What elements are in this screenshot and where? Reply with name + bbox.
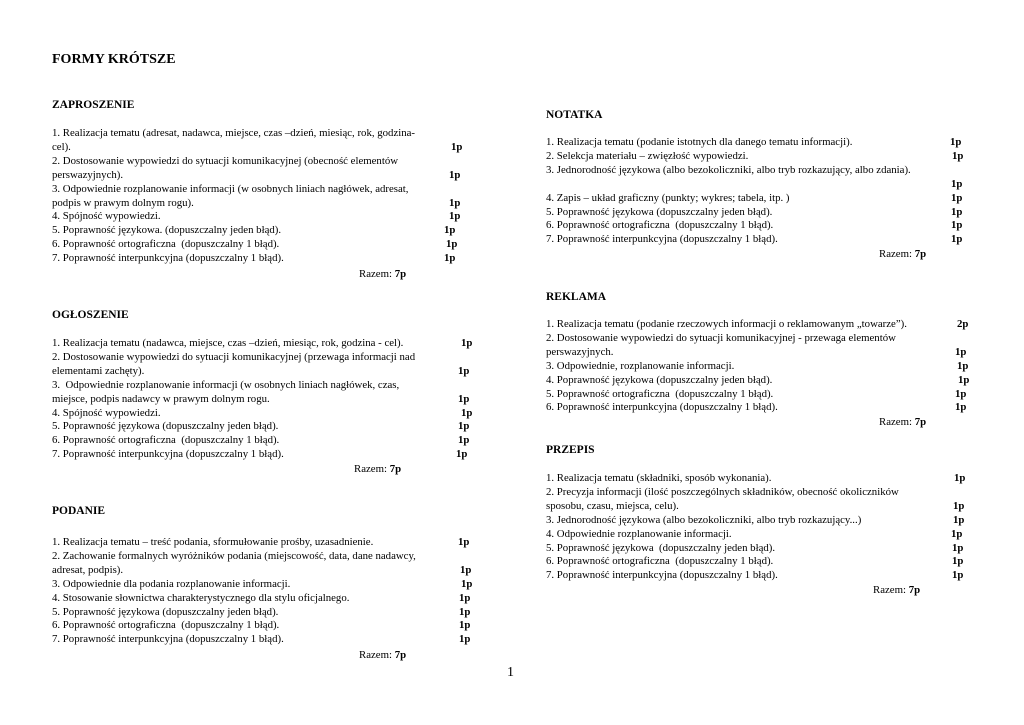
criterion-text: sposobu, czasu, miejsca, celu). (546, 499, 679, 512)
section-title-notatka: NOTATKA (546, 109, 603, 121)
criterion-text: 4. Odpowiednie rozplanowanie informacji. (546, 527, 732, 540)
criterion-points: 1p (446, 238, 458, 251)
criterion-points: 1p (951, 233, 963, 246)
criterion-points: 1p (951, 177, 963, 190)
criterion-text: 6. Poprawność ortograficzna (dopuszczalny 1 błąd). (52, 619, 280, 632)
criterion-points: 1p (951, 219, 963, 232)
criterion-text: 4. Spójność wypowiedzi. (52, 210, 161, 223)
criterion-text: 4. Stosowanie słownictwa charakterystycznego dla stylu oficjalnego. (52, 591, 350, 604)
criterion-text: miejsce, podpis nadawcy w prawym dolnym rogu. (52, 392, 270, 405)
section-title-ogloszenie: OGŁOSZENIE (52, 309, 129, 321)
criterion-points: 1p (458, 364, 470, 377)
criterion-points: 1p (951, 205, 963, 218)
criterion-text: 2. Dostosowanie wypowiedzi do sytuacji komunikacyjnej (przewaga informacji nad (52, 350, 416, 363)
criterion-text: 4. Spójność wypowiedzi. (52, 406, 161, 419)
section-title-przepis: PRZEPIS (546, 444, 595, 456)
criterion-text: 6. Poprawność ortograficzna (dopuszczalny 1 błąd). (546, 219, 774, 232)
criterion-points: 1p (461, 337, 473, 349)
section-title-zaproszenie: ZAPROSZENIE (52, 99, 135, 111)
criterion-points: 1p (461, 577, 473, 590)
criterion-points: 1p (449, 210, 461, 223)
criterion-text: 2. Dostosowanie wypowiedzi do sytuacji komunikacyjnej (obecność elementów (52, 154, 399, 167)
criterion-text: 1. Realizacja tematu (adresat, nadawca, miejsce, czas –dzień, miesiąc, rok, godzina- (52, 127, 416, 139)
total-label: Razem: (359, 649, 392, 661)
criterion-text: 2. Zachowanie formalnych wyróżników podania (miejscowość, data, dane nadawcy, (52, 549, 416, 562)
criterion-text: 1. Realizacja tematu (nadawca, miejsce, czas –dzień, miesiąc, rok, godzina - cel). (52, 337, 404, 349)
criterion-points: 1p (451, 140, 463, 153)
criterion-points: 1p (458, 536, 470, 548)
criterion-text: 1. Realizacja tematu (podanie rzeczowych informacji o reklamowanym „towarze”). (546, 318, 907, 330)
criterion-points: 1p (459, 605, 471, 618)
criterion-points: 1p (955, 345, 967, 358)
criterion-text: adresat, podpis). (52, 563, 124, 576)
criterion-text: 5. Poprawność językowa (dopuszczalny jeden błąd). (52, 420, 279, 433)
criterion-text: 3. Odpowiednie rozplanowanie informacji (w osobnych liniach nagłówek, adresat, (52, 182, 409, 195)
criterion-text: 6. Poprawność ortograficzna (dopuszczalny 1 błąd). (52, 238, 280, 251)
total-label: Razem: (879, 416, 912, 428)
criterion-points: 1p (952, 555, 964, 568)
total-value: 7p (389, 463, 402, 475)
total-score (354, 463, 401, 475)
criterion-points: 1p (955, 401, 967, 414)
criterion-text: 2. Dostosowanie wypowiedzi do sytuacji komunikacyjnej - przewaga elementów (546, 331, 896, 344)
criterion-text: 7. Poprawność interpunkcyjna (dopuszczalny 1 błąd). (52, 633, 284, 646)
criterion-text: 1. Realizacja tematu (składniki, sposób wykonania). (546, 472, 772, 484)
criterion-text: 1. Realizacja tematu (podanie istotnych dla danego tematu informacji). (546, 136, 853, 148)
total-value: 7p (394, 649, 407, 661)
criterion-points: 1p (456, 448, 468, 461)
criterion-text: podpis w prawym dolnym rogu). (52, 196, 194, 209)
criterion-text: 3. Odpowiednie, rozplanowanie informacji. (546, 359, 735, 372)
criterion-points: 1p (953, 513, 965, 526)
criterion-points: 1p (951, 527, 963, 540)
criterion-points: 1p (444, 224, 456, 237)
criterion-points: 1p (449, 196, 461, 209)
criterion-points: 1p (449, 168, 461, 181)
criterion-text: 6. Poprawność ortograficzna (dopuszczalny 1 błąd). (546, 555, 774, 568)
criterion-points: 1p (953, 499, 965, 512)
criterion-points: 1p (955, 387, 967, 400)
total-label: Razem: (359, 268, 392, 280)
criterion-text: 2. Selekcja materiału – zwięzłość wypowiedzi. (546, 149, 749, 162)
criterion-text: 3. Odpowiednie rozplanowanie informacji (w osobnych liniach nagłówek, czas, (52, 378, 400, 391)
total-value: 7p (914, 248, 927, 260)
criterion-points: 1p (460, 563, 472, 576)
criterion-text: perswazyjnych. (546, 345, 614, 358)
criterion-text: 4. Poprawność językowa (dopuszczalny jeden błąd). (546, 373, 773, 386)
criterion-text: 5. Poprawność językowa (dopuszczalny jeden błąd). (52, 605, 279, 618)
total-label: Razem: (354, 463, 387, 475)
total-score (359, 649, 406, 661)
criterion-points: 1p (458, 392, 470, 405)
criterion-text: 3. Jednorodność językowa (albo bezokoliczniki, albo tryb rozkazujący...) (546, 513, 862, 526)
total-value: 7p (908, 584, 921, 596)
criterion-points: 1p (952, 149, 964, 162)
total-score (359, 268, 406, 280)
criterion-points: 1p (458, 420, 470, 433)
criterion-text: 7. Poprawność interpunkcyjna (dopuszczalny 1 błąd). (52, 252, 284, 265)
criterion-text: 7. Poprawność interpunkcyjna (dopuszczalny 1 błąd). (546, 569, 778, 582)
section-title-reklama: REKLAMA (546, 291, 607, 303)
total-score (873, 584, 920, 596)
criterion-points: 1p (459, 633, 471, 646)
criterion-points: 1p (957, 359, 969, 372)
criterion-points: 1p (459, 591, 471, 604)
criterion-text: 6. Poprawność interpunkcyjna (dopuszczalny 1 błąd). (546, 401, 778, 414)
criterion-points: 1p (444, 252, 456, 265)
criterion-text: 7. Poprawność interpunkcyjna (dopuszczalny 1 błąd). (52, 448, 284, 461)
criterion-points: 1p (458, 434, 470, 447)
criterion-text: 6. Poprawność ortograficzna (dopuszczalny 1 błąd). (52, 434, 280, 447)
criterion-text: 2. Precyzja informacji (ilość poszczególnych składników, obecność okoliczników (546, 485, 899, 498)
total-value: 7p (394, 268, 407, 280)
criterion-text: cel). (52, 140, 71, 153)
criterion-text: 7. Poprawność interpunkcyjna (dopuszczalny 1 błąd). (546, 233, 778, 246)
total-score (879, 416, 926, 428)
criterion-text: 5. Poprawność językowa (dopuszczalny jeden błąd). (546, 541, 776, 554)
criterion-points: 2p (957, 318, 969, 330)
criterion-points: 1p (461, 406, 473, 419)
total-label: Razem: (879, 248, 912, 260)
criterion-text: 5. Poprawność językowa (dopuszczalny jeden błąd). (546, 205, 773, 218)
criterion-points: 1p (952, 541, 964, 554)
total-score (879, 248, 926, 260)
total-label: Razem: (873, 584, 906, 596)
criterion-text: 5. Poprawność ortograficzna (dopuszczalny 1 błąd). (546, 387, 774, 400)
criterion-points: 1p (951, 191, 963, 204)
criterion-text: perswazyjnych). (52, 168, 124, 181)
criterion-text: 1. Realizacja tematu – treść podania, sformułowanie prośby, uzasadnienie. (52, 536, 374, 548)
criterion-points: 1p (954, 472, 966, 484)
criterion-points: 1p (952, 569, 964, 582)
criterion-text: 3. Odpowiednie dla podania rozplanowanie informacji. (52, 577, 291, 590)
total-value: 7p (914, 416, 927, 428)
criterion-points: 1p (459, 619, 471, 632)
criterion-text: 4. Zapis – układ graficzny (punkty; wykres; tabela, itp. ) (546, 191, 790, 204)
criterion-text: 3. Jednorodność językowa (albo bezokoliczniki, albo tryb rozkazujący, albo zdania). (546, 163, 911, 176)
page-title: FORMY KRÓTSZE (52, 52, 176, 67)
criterion-text: elementami zachęty). (52, 364, 145, 377)
page-number: 1 (507, 665, 514, 680)
criterion-text: 5. Poprawność językowa. (dopuszczalny jeden błąd). (52, 224, 282, 237)
criterion-points: 1p (958, 373, 970, 386)
section-title-podanie: PODANIE (52, 505, 106, 517)
criterion-points: 1p (950, 136, 962, 148)
